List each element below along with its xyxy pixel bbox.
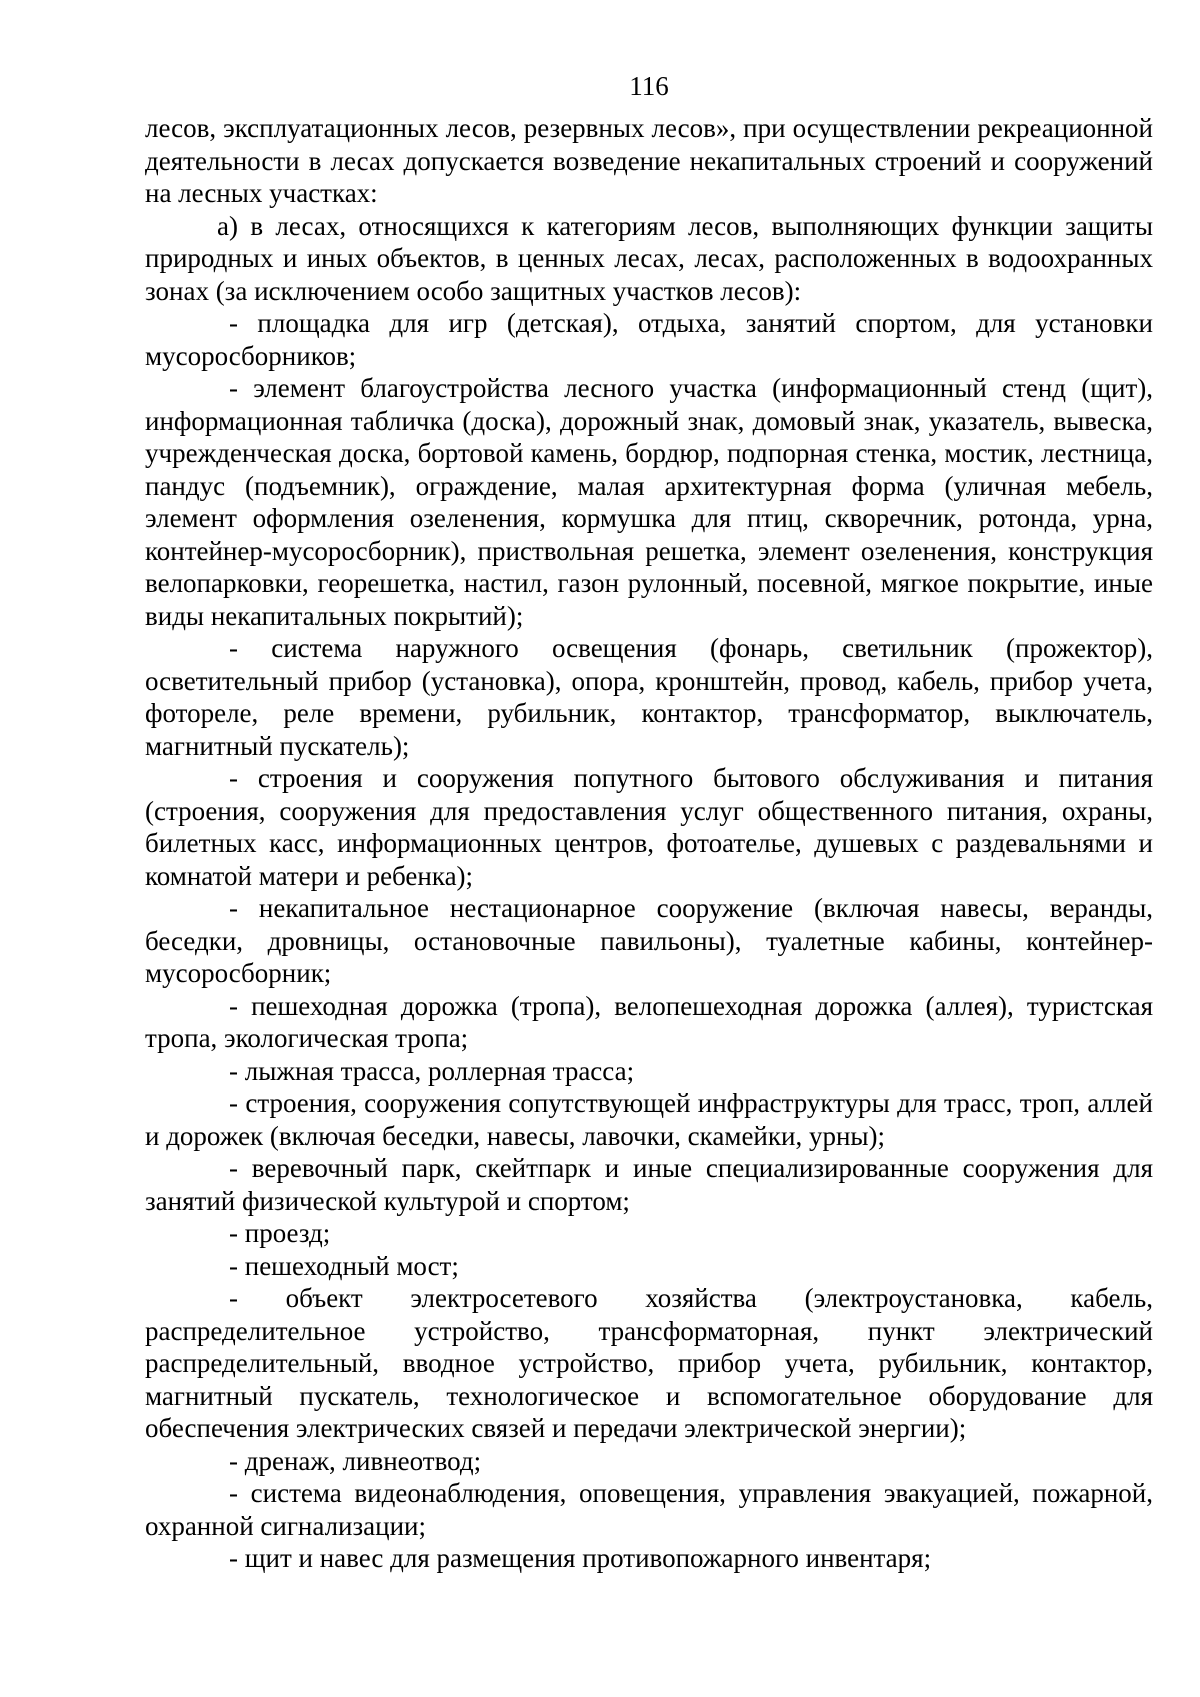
list-item-nonpermanent-structure: - некапитальное нестационарное сооружение (включая навесы, веранды, беседки, дровницы, остановочные павильоны), туалетные кабины, контейнер-мусоросборник; bbox=[145, 893, 1153, 988]
list-item-lighting: - система наружного освещения (фонарь, светильник (прожектор), осветительный прибор (установка), опора, кронштейн, провод, кабель, прибор учета, фотореле, реле времени, рубильник, контактор, трансформатор, выключатель, магнитный пускатель); bbox=[145, 633, 1153, 761]
list-item-drainage: - дренаж, ливнеотвод; bbox=[229, 1445, 482, 1476]
list-item-fire-equipment-shield: - щит и навес для размещения противопожарного инвентаря; bbox=[229, 1543, 932, 1573]
paragraph-intro: лесов, эксплуатационных лесов, резервных лесов», при осуществлении рекреационной деятельности в лесах допускается возведение некапитальных строений и сооружений на лесных участках: bbox=[145, 113, 1153, 208]
list-item-ski-track: - лыжная трасса, роллерная трасса; bbox=[229, 1055, 635, 1086]
document-page bbox=[145, 0, 1153, 1575]
list-item-landscaping: - элемент благоустройства лесного участка (информационный стенд (щит), информационная табличка (доска), дорожный знак, домовый знак, указатель, вывеска, учрежденческая доска, бортовой камень, бордюр, подпорная стенка, мостик, лестница, пандус (подъемник), ограждение, малая архитектурная форма (уличная мебель, элемент оформления озеленения, кормушка для птиц, скворечник, ротонда, урна, контейнер-мусоросборник), приствольная решетка, элемент озеленения, конструкция велопарковки, георешетка, настил, газон рулонный, посевной, мягкое покрытие, иные виды некапитальных покрытий); bbox=[145, 373, 1153, 631]
paragraph-item-a: а) в лесах, относящихся к категориям лесов, выполняющих функции защиты природных и иных объектов, в ценных лесах, лесах, расположенных в водоохранных зонах (за исключением особо защитных участков лесов): bbox=[145, 210, 1153, 306]
list-item-driveway: - проезд; bbox=[229, 1218, 331, 1248]
list-item-rope-park: - веревочный парк, скейтпарк и иные специализированные сооружения для занятий физической культурой и спортом; bbox=[145, 1153, 1153, 1216]
list-item-trail-infrastructure: - строения, сооружения сопутствующей инфраструктуры для трасс, троп, аллей и дорожек (включая беседки, навесы, лавочки, скамейки, урны); bbox=[145, 1088, 1153, 1151]
page-number: 116 bbox=[629, 71, 669, 101]
list-item-video-surveillance: - система видеонаблюдения, оповещения, управления эвакуацией, пожарной, охранной сигнализации; bbox=[145, 1478, 1153, 1541]
list-item-service-buildings: - строения и сооружения попутного бытового обслуживания и питания (строения, сооружения для предоставления услуг общественного питания, охраны, билетных касс, информационных центров, фотоателье, душевых с раздевальнями и комнатой матери и ребенка); bbox=[145, 763, 1153, 891]
list-item-power-grid: - объект электросетевого хозяйства (электроустановка, кабель, распределительное устройство, трансформаторная, пункт электрический распределительный, вводное устройство, прибор учета, рубильник, контактор, магнитный пускатель, технологическое и вспомогательное оборудование для обеспечения электрических связей и передачи электрической энергии); bbox=[145, 1283, 1153, 1443]
list-item-footpath: - пешеходная дорожка (тропа), велопешеходная дорожка (аллея), туристская тропа, экологическая тропа; bbox=[145, 990, 1153, 1053]
list-item-footbridge: - пешеходный мост; bbox=[229, 1250, 459, 1281]
list-item-playground: - площадка для игр (детская), отдыха, занятий спортом, для установки мусоросборников; bbox=[145, 308, 1153, 371]
